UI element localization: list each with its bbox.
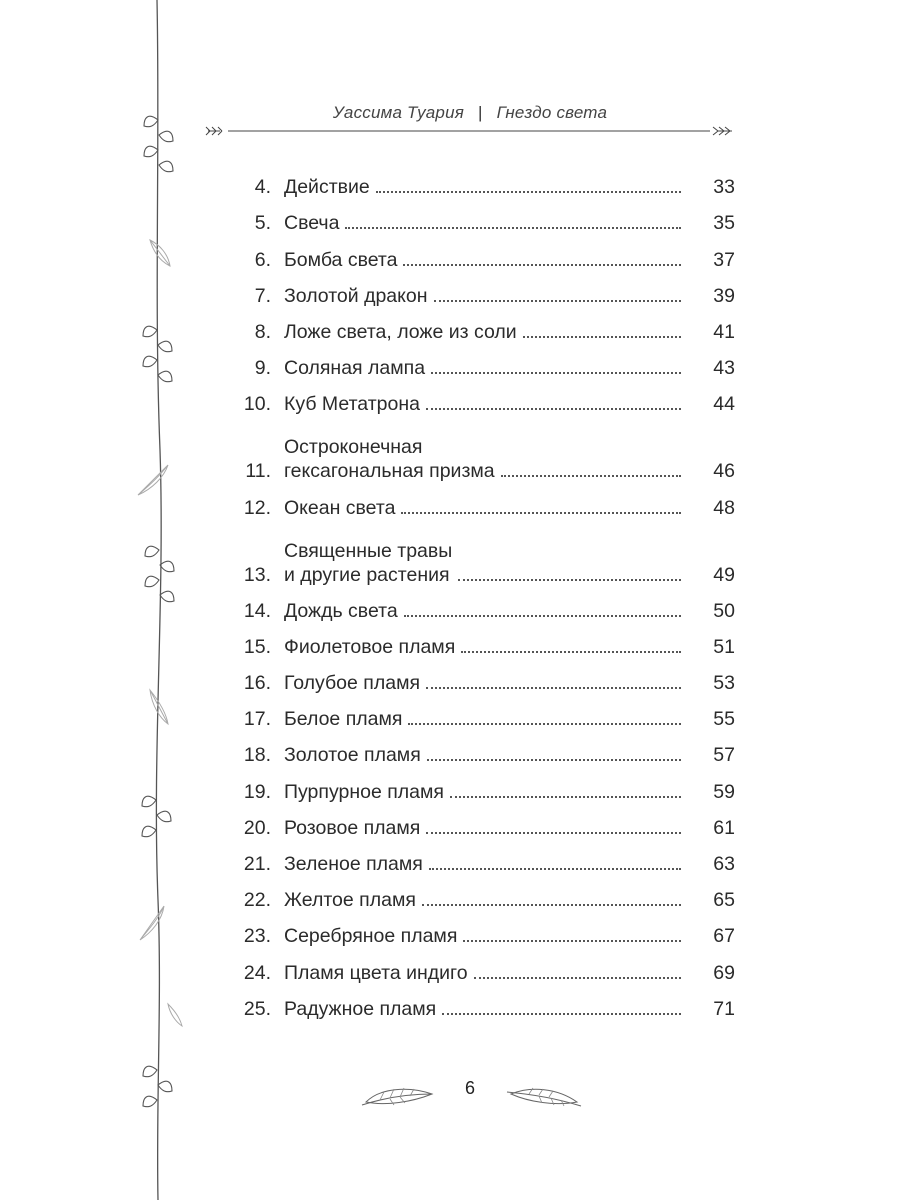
toc-entry-number: 13. xyxy=(243,563,271,586)
toc-entry-title: Золотое пламя xyxy=(284,744,421,767)
toc-entry-title-wrap xyxy=(284,435,695,483)
toc-dot-leader xyxy=(501,474,681,477)
toc-entry-page: 46 xyxy=(713,460,735,483)
header-text xyxy=(200,103,740,123)
toc-entry-page: 49 xyxy=(713,563,735,586)
toc-entry xyxy=(230,272,735,308)
toc-entry-page: 44 xyxy=(713,393,735,416)
toc-entry-page: 33 xyxy=(713,176,735,199)
toc-entry-title: Радужное пламя xyxy=(284,997,437,1020)
toc-entry-page: 63 xyxy=(713,853,735,875)
toc-entry-title: Действие xyxy=(284,176,370,199)
toc-dot-leader xyxy=(426,686,681,689)
toc-entry xyxy=(230,659,735,695)
toc-entry-page: 48 xyxy=(713,496,735,519)
toc-entry xyxy=(230,163,735,199)
page-number: 6 xyxy=(464,1078,475,1098)
toc-entry-title: Розовое пламя xyxy=(284,816,421,839)
toc-entry-title: Соляная лампа xyxy=(284,357,426,380)
toc-entry-page: 69 xyxy=(713,961,735,984)
toc-entry-page: 41 xyxy=(713,320,735,343)
toc-entry-title-wrap xyxy=(284,961,695,985)
header-author: Уассима Туария xyxy=(332,103,465,122)
toc-dot-leader xyxy=(431,371,681,374)
toc-entry xyxy=(230,483,735,519)
toc-entry-title-wrap xyxy=(284,997,695,1021)
toc-entry-title: Пурпурное пламя xyxy=(284,780,444,803)
toc-entry-page: 50 xyxy=(713,599,735,622)
toc-entry-page: 57 xyxy=(713,744,735,767)
toc-entry-number: 24. xyxy=(243,961,271,984)
toc-entry-title: Зеленое пламя xyxy=(284,853,423,875)
toc-entry xyxy=(230,876,735,912)
toc-entry-title-wrap xyxy=(284,924,695,948)
toc-entry xyxy=(230,948,735,984)
toc-dot-leader xyxy=(474,976,681,979)
toc-dot-leader xyxy=(450,795,681,798)
toc-entry-title-wrap xyxy=(284,320,695,344)
toc-entry-title: Белое пламя xyxy=(284,708,403,731)
toc-dot-leader xyxy=(408,722,681,725)
toc-entry-number: 14. xyxy=(243,599,271,622)
page-footer xyxy=(355,1070,585,1130)
toc-entry-title: Бомба света xyxy=(284,248,398,271)
toc-entry-page: 53 xyxy=(713,672,735,695)
toc-dot-leader xyxy=(426,407,681,410)
toc-entry xyxy=(230,623,735,659)
toc-entry-page: 67 xyxy=(713,925,735,948)
toc-dot-leader xyxy=(345,226,681,229)
toc-entry xyxy=(230,308,735,344)
toc-entry-number: 4. xyxy=(254,176,271,199)
toc-entry-title: Фиолетовое пламя xyxy=(284,635,456,658)
toc-entry-page: 61 xyxy=(713,816,735,839)
toc-entry-title: Священные травы и другие растения xyxy=(284,539,453,586)
toc-entry-title-wrap xyxy=(284,175,695,199)
toc-entry-number: 9. xyxy=(254,357,271,380)
toc-entry-title: Дождь света xyxy=(284,599,398,622)
toc-entry-number: 16. xyxy=(243,672,271,695)
toc-entry-title-wrap xyxy=(284,635,695,659)
toc-entry-page: 51 xyxy=(713,635,735,658)
toc-entry xyxy=(230,520,735,587)
toc-entry-title: Желтое пламя xyxy=(284,889,416,912)
toc-entry-number: 5. xyxy=(254,212,271,235)
toc-entry xyxy=(230,840,735,876)
toc-dot-leader xyxy=(429,867,681,870)
toc-entry xyxy=(230,235,735,271)
table-of-contents xyxy=(230,163,735,1021)
toc-entry-page: 71 xyxy=(713,997,735,1020)
toc-dot-leader xyxy=(403,263,681,266)
toc-entry-title-wrap xyxy=(284,780,695,804)
toc-entry xyxy=(230,731,735,767)
toc-entry-number: 25. xyxy=(243,997,271,1020)
toc-entry-number: 19. xyxy=(243,780,271,803)
toc-entry-page: 39 xyxy=(713,284,735,307)
toc-entry xyxy=(230,199,735,235)
vine-decoration xyxy=(0,0,200,1200)
toc-entry-title-wrap xyxy=(284,707,695,731)
toc-entry-title-wrap xyxy=(284,496,695,520)
toc-entry-title: Серебряное пламя xyxy=(284,925,458,948)
toc-entry-title: Свеча xyxy=(284,212,340,235)
toc-entry-number: 7. xyxy=(254,284,271,307)
toc-entry-title-wrap xyxy=(284,539,695,587)
toc-entry xyxy=(230,416,735,483)
toc-entry-number: 22. xyxy=(243,889,271,912)
toc-entry xyxy=(230,344,735,380)
toc-entry xyxy=(230,587,735,623)
toc-entry xyxy=(230,695,735,731)
toc-dot-leader xyxy=(523,335,681,338)
toc-entry-number: 8. xyxy=(254,320,271,343)
toc-entry-page: 35 xyxy=(713,212,735,235)
toc-entry-title-wrap xyxy=(284,852,695,876)
toc-entry-title-wrap xyxy=(284,888,695,912)
toc-entry-title-wrap xyxy=(284,671,695,695)
toc-entry-title: Голубое пламя xyxy=(284,672,421,695)
toc-entry-title: Ложе света, ложе из соли xyxy=(284,320,517,343)
toc-entry-number: 6. xyxy=(254,248,271,271)
toc-entry-title-wrap xyxy=(284,356,695,380)
toc-entry-page: 55 xyxy=(713,708,735,731)
toc-dot-leader xyxy=(427,758,681,761)
toc-entry-page: 59 xyxy=(713,780,735,803)
toc-entry-title-wrap xyxy=(284,248,695,272)
toc-entry xyxy=(230,985,735,1021)
toc-entry-number: 18. xyxy=(243,744,271,767)
toc-entry-title-wrap xyxy=(284,816,695,840)
toc-dot-leader xyxy=(426,831,681,834)
toc-entry-page: 43 xyxy=(713,357,735,380)
toc-dot-leader xyxy=(434,299,681,302)
toc-entry-title: Остроконечная гексагональная призма xyxy=(284,436,495,483)
running-header xyxy=(200,95,740,155)
header-book-title: Гнездо света xyxy=(496,103,608,122)
toc-entry-number: 21. xyxy=(243,853,271,875)
toc-entry-title: Океан света xyxy=(284,496,396,519)
toc-entry xyxy=(230,912,735,948)
toc-dot-leader xyxy=(376,190,681,193)
toc-entry-number: 15. xyxy=(243,635,271,658)
toc-entry-title: Золотой дракон xyxy=(284,284,428,307)
toc-entry-number: 17. xyxy=(243,708,271,731)
toc-entry-page: 37 xyxy=(713,248,735,271)
toc-entry xyxy=(230,804,735,840)
toc-dot-leader xyxy=(422,903,681,906)
toc-entry xyxy=(230,767,735,803)
toc-entry-page: 65 xyxy=(713,889,735,912)
toc-entry-number: 12. xyxy=(243,496,271,519)
toc-dot-leader xyxy=(442,1012,681,1015)
toc-entry-number: 11. xyxy=(245,460,271,483)
toc-dot-leader xyxy=(404,614,681,617)
toc-entry xyxy=(230,380,735,416)
toc-entry-number: 10. xyxy=(243,393,271,416)
toc-dot-leader xyxy=(463,939,681,942)
header-rule-ornament xyxy=(200,123,740,139)
toc-entry-title: Куб Метатрона xyxy=(284,393,420,416)
toc-dot-leader xyxy=(401,511,681,514)
toc-entry-title-wrap xyxy=(284,211,695,235)
toc-entry-number: 20. xyxy=(243,816,271,839)
toc-entry-title-wrap xyxy=(284,392,695,416)
toc-entry-title-wrap xyxy=(284,599,695,623)
toc-entry-number: 23. xyxy=(243,925,271,948)
toc-entry-title-wrap xyxy=(284,284,695,308)
header-separator: | xyxy=(478,103,483,122)
toc-dot-leader xyxy=(458,578,681,581)
toc-entry-title-wrap xyxy=(284,743,695,767)
feather-right-icon xyxy=(505,1080,585,1114)
toc-dot-leader xyxy=(461,650,681,653)
toc-entry-title: Пламя цвета индиго xyxy=(284,961,468,984)
